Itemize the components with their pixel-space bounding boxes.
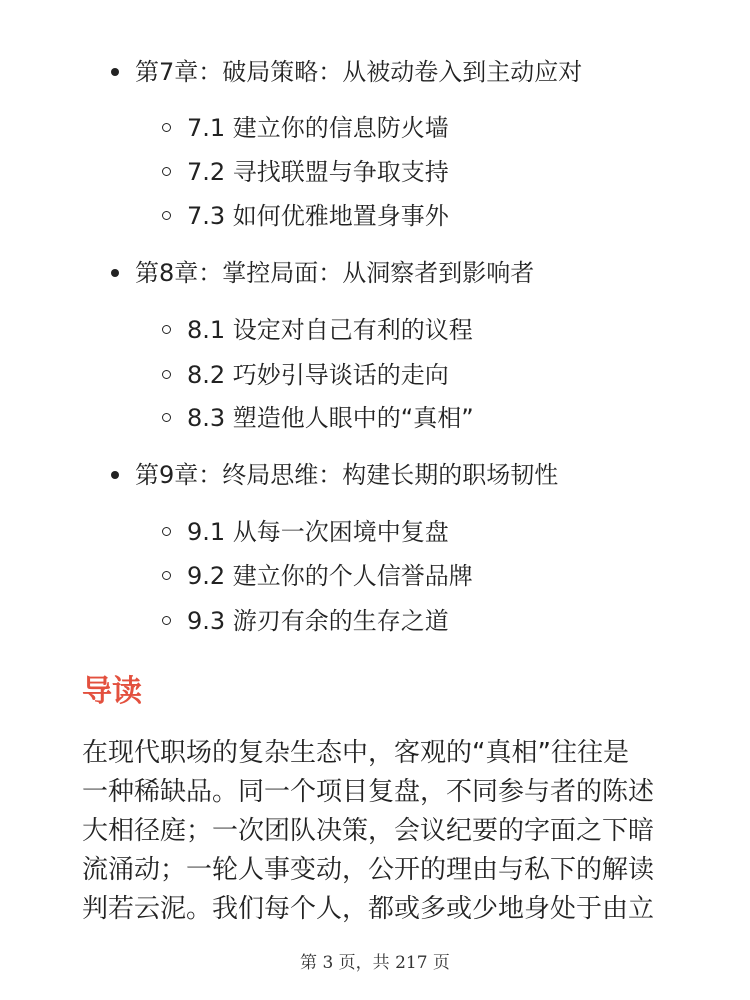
toc-section-8-3: 8.3 塑造他人眼中的“真相” — [187, 404, 474, 432]
intro-heading: 导读 — [82, 674, 142, 709]
toc-section-9-1: 9.1 从每一次困境中复盘 — [187, 518, 449, 546]
toc-chapter-7: 第7章：破局策略：从被动卷入到主动应对 — [135, 58, 583, 86]
intro-line: 大相径庭；一次团队决策，会议纪要的字面之下暗 — [82, 816, 655, 846]
toc-section-7-3: 7.3 如何优雅地置身事外 — [187, 202, 449, 230]
toc-section-9-3: 9.3 游刃有余的生存之道 — [187, 607, 449, 635]
intro-line: 在现代职场的复杂生态中，客观的“真相”往往是 — [82, 738, 629, 768]
toc-section-7-2: 7.2 寻找联盟与争取支持 — [187, 158, 449, 186]
intro-line: 流涌动；一轮人事变动，公开的理由与私下的解读 — [82, 855, 655, 885]
toc-section-9-2: 9.2 建立你的个人信誉品牌 — [187, 562, 473, 590]
intro-line: 判若云泥。我们每个人，都或多或少地身处于由立 — [82, 894, 655, 924]
toc-chapter-8: 第8章：掌控局面：从洞察者到影响者 — [135, 259, 535, 287]
toc-section-8-1: 8.1 设定对自己有利的议程 — [187, 316, 473, 344]
toc-chapter-9: 第9章：终局思维：构建长期的职场韧性 — [135, 461, 559, 489]
intro-line: 一种稀缺品。同一个项目复盘，不同参与者的陈述 — [82, 777, 655, 807]
page-number: 第 3 页，共 217 页 — [300, 953, 450, 973]
toc-section-7-1: 7.1 建立你的信息防火墙 — [187, 114, 449, 142]
toc-section-8-2: 8.2 巧妙引导谈话的走向 — [187, 361, 449, 389]
